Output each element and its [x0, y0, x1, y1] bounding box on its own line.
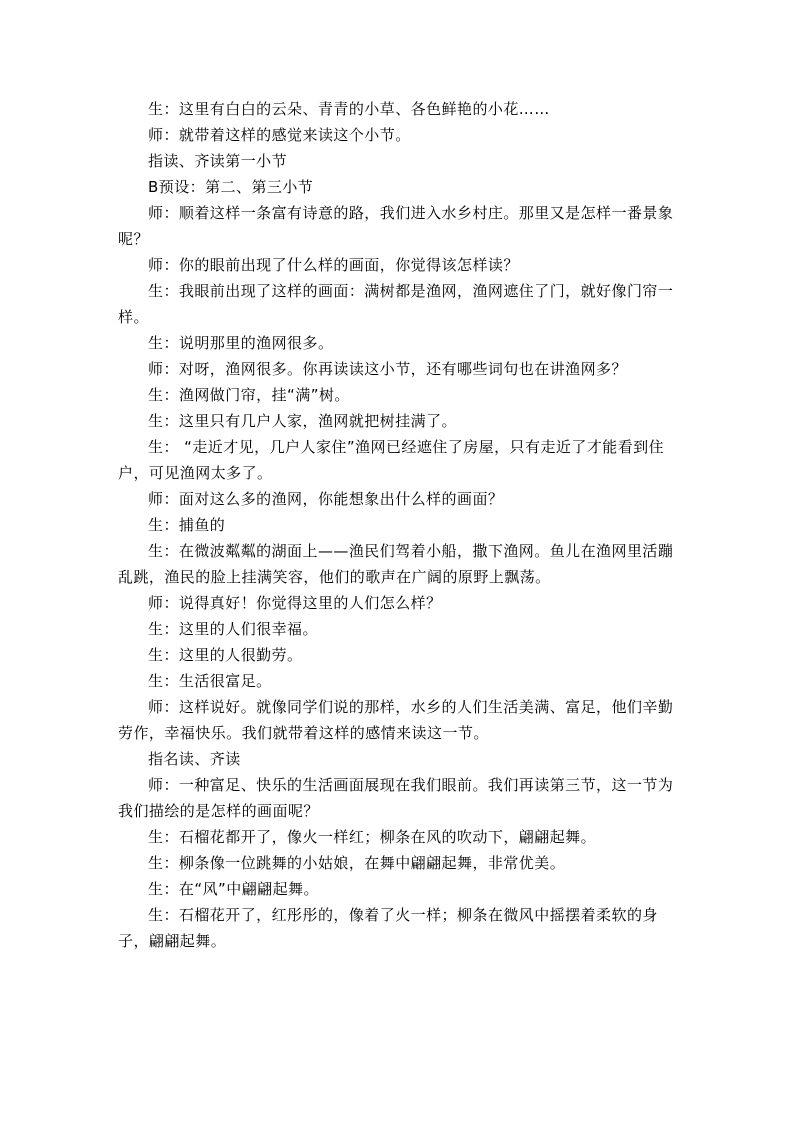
paragraph: 生： “走近才见，几户人家住”渔网已经遮住了房屋，只有走近了才能看到住户，可见渔网太多了。 — [118, 438, 665, 482]
paragraph: 生：我眼前出现了这样的画面：满树都是渔网，渔网遮住了门，就好像门帘一样。 — [118, 282, 674, 326]
paragraph: 师：就带着这样的感觉来读这个小节。 — [148, 126, 411, 144]
paragraph: 师：顺着这样一条富有诗意的路，我们进入水乡村庄。那里又是怎样一番景象呢？ — [118, 204, 674, 248]
paragraph: 生：生活很富足。 — [148, 672, 272, 690]
paragraph: 生：这里只有几户人家，渔网就把树挂满了。 — [148, 412, 458, 430]
paragraph: 师：一种富足、快乐的生活画面展现在我们眼前。我们再读第三节，这一节为我们描绘的是怎样的画面呢？ — [118, 776, 674, 820]
paragraph: 生：渔网做门帘，挂“满”树。 — [148, 386, 350, 404]
document-body — [118, 96, 674, 954]
paragraph: 师：这样说好。就像同学们说的那样，水乡的人们生活美满、富足，他们辛勤劳作，幸福快乐。我们就带着这样的感情来读这一节。 — [118, 698, 674, 742]
paragraph: 生：石榴花开了，红彤彤的，像着了火一样；柳条在微风中摇摆着柔软的身子，翩翩起舞。 — [118, 906, 658, 950]
paragraph: 师：面对这么多的渔网，你能想象出什么样的画面？ — [148, 490, 504, 508]
paragraph: 指名读、齐读 — [148, 750, 241, 768]
paragraph: 生：这里的人们很幸福。 — [148, 620, 318, 638]
paragraph: 师：说得真好！你觉得这里的人们怎么样？ — [148, 594, 442, 612]
paragraph: 生：柳条像一位跳舞的小姑娘，在舞中翩翩起舞，非常优美。 — [148, 854, 566, 872]
paragraph: 指读、齐读第一小节 — [148, 152, 288, 170]
paragraph: 生：捕鱼的 — [148, 516, 226, 534]
paragraph: 生：这里的人很勤劳。 — [148, 646, 303, 664]
paragraph: 生：说明那里的渔网很多。 — [148, 334, 334, 352]
paragraph: 生：在微波粼粼的湖面上——渔民们驾着小船，撒下渔网。鱼儿在渔网里活蹦乱跳，渔民的脸上挂满笑容，他们的歌声在广阔的原野上飘荡。 — [118, 542, 674, 586]
paragraph: B预设：第二、第三小节 — [148, 178, 314, 196]
paragraph: 师：对呀，渔网很多。你再读读这小节，还有哪些词句也在讲渔网多？ — [148, 360, 627, 378]
paragraph: 生：在“风”中翩翩起舞。 — [148, 880, 319, 898]
paragraph: 生：石榴花都开了，像火一样红；柳条在风的吹动下，翩翩起舞。 — [148, 828, 597, 846]
paragraph: 生：这里有白白的云朵、青青的小草、各色鲜艳的小花…… — [148, 100, 550, 118]
paragraph: 师：你的眼前出现了什么样的画面，你觉得该怎样读？ — [148, 256, 519, 274]
